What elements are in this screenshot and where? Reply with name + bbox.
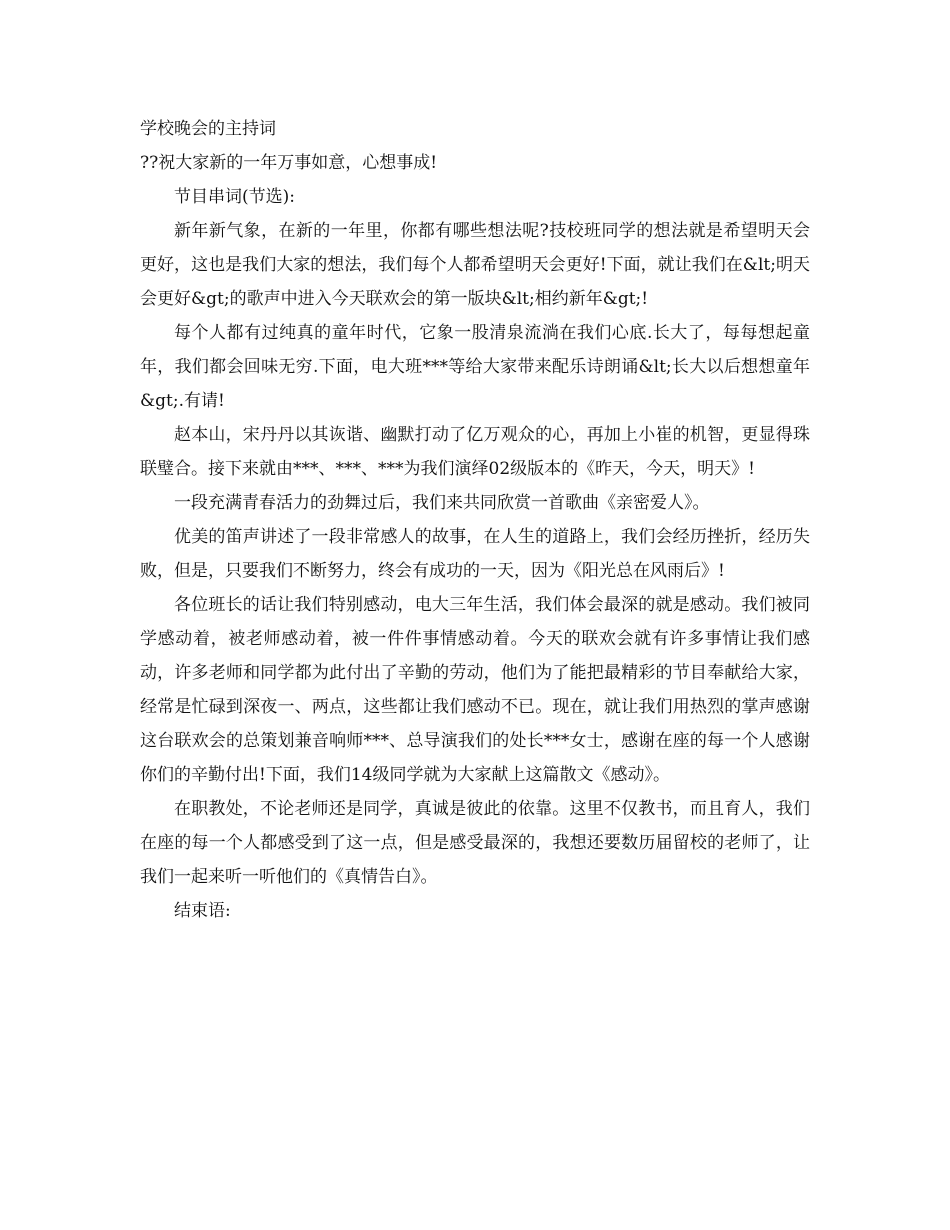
paragraph: 赵本山，宋丹丹以其诙谐、幽默打动了亿万观众的心，再加上小崔的机智，更显得珠联璧合。接下来就由***、***、***为我们演绎02级版本的《昨天，今天，明天》! [140,425,810,479]
opening-line: ??祝大家新的一年万事如意，心想事成! [140,153,438,173]
section-heading: 节目串词(节选): [174,187,295,207]
paragraph: 一段充满青春活力的劲舞过后，我们来共同欣赏一首歌曲《亲密爱人》。 [174,493,710,513]
document-title: 学校晚会的主持词 [140,119,276,139]
paragraph: 新年新气象，在新的一年里，你都有哪些想法呢?技校班同学的想法就是希望明天会更好，这也是我们大家的想法，我们每个人都希望明天会更好!下面，就让我们在&lt;明天会更好&gt;的歌声中进入今天联欢会的第一版块&lt;相约新年&gt;! [140,221,810,309]
paragraph: 各位班长的话让我们特别感动，电大三年生活，我们体会最深的就是感动。我们被同学感动着，被老师感动着，被一件件事情感动着。今天的联欢会就有许多事情让我们感动，许多老师和同学都为此付出了辛勤的劳动，他们为了能把最精彩的节目奉献给大家，经常是忙碌到深夜一、两点，这些都让我们感动不已。现在，就让我们用热烈的掌声感谢这台联欢会的总策划兼音响师***、总导演我们的处长***女士，感谢在座的每一个人感谢你们的辛勤付出!下面，我们14级同学就为大家献上这篇散文《感动》。 [140,595,810,785]
paragraph: 优美的笛声讲述了一段非常感人的故事，在人生的道路上，我们会经历挫折，经历失败，但是，只要我们不断努力，终会有成功的一天，因为《阳光总在风雨后》! [140,527,810,581]
closing-heading: 结束语: [174,901,231,921]
paragraph: 在职教处，不论老师还是同学，真诚是彼此的依靠。这里不仅教书，而且育人，我们在座的每一个人都感受到了这一点，但是感受最深的，我想还要数历届留校的老师了，让我们一起来听一听他们的《真情告白》。 [140,799,810,887]
paragraph: 每个人都有过纯真的童年时代，它象一股清泉流淌在我们心底.长大了，每每想起童年，我们都会回味无穷.下面，电大班***等给大家带来配乐诗朗诵&lt;长大以后想想童年&gt;.有请! [140,323,810,411]
